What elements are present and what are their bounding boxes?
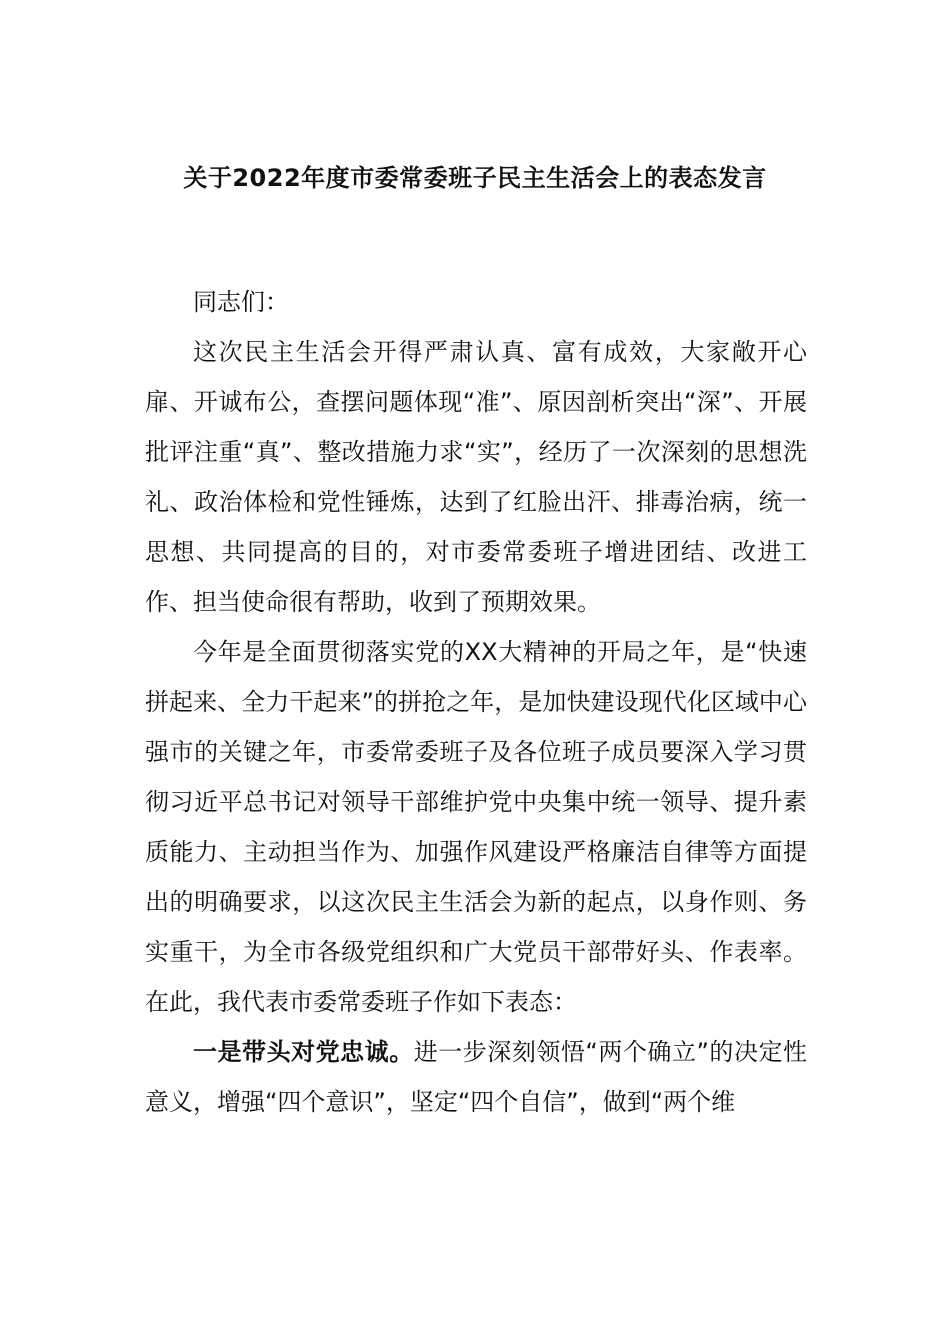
paragraph-3 (145, 1027, 807, 1127)
document-title: 关于2022年度市委常委班子民主生活会上的表态发言 (183, 164, 767, 192)
point-1-lead: 一是带头对党忠诚。 (193, 1038, 414, 1066)
paragraph-1: 这次民主生活会开得严肃认真、富有成效，大家敞开心扉、开诚布公，查摆问题体现“准”、原因剖析突出“深”、开展批评注重“真”、整改措施力求“实”，经历了一次深刻的思想洗礼、政治体检和党性锤炼，达到了红脸出汗、排毒治病，统一思想、共同提高的目的，对市委常委班子增进团结、改进工作、担当使命很有帮助，收到了预期效果。 (145, 338, 807, 616)
document-body (145, 277, 807, 1127)
paragraph-2: 今年是全面贯彻落实党的XX大精神的开局之年，是“快速拼起来、全力干起来”的拼抢之年，是加快建设现代化区域中心强市的关键之年，市委常委班子及各位班子成员要深入学习贯彻习近平总书记对领导干部维护党中央集中统一领导、提升素质能力、主动担当作为、加强作风建设严格廉洁自律等方面提出的明确要求，以这次民主生活会为新的起点，以身作则、务实重干，为全市各级党组织和广大党员干部带好头、作表率。在此，我代表市委常委班子作如下表态： (145, 638, 807, 1016)
point-1-text: 进一步深刻领悟“两个确立”的决定性意义，增强“四个意识”，坚定“四个自信”，做到“两个维 (145, 1038, 808, 1116)
salutation: 同志们： (193, 288, 289, 316)
